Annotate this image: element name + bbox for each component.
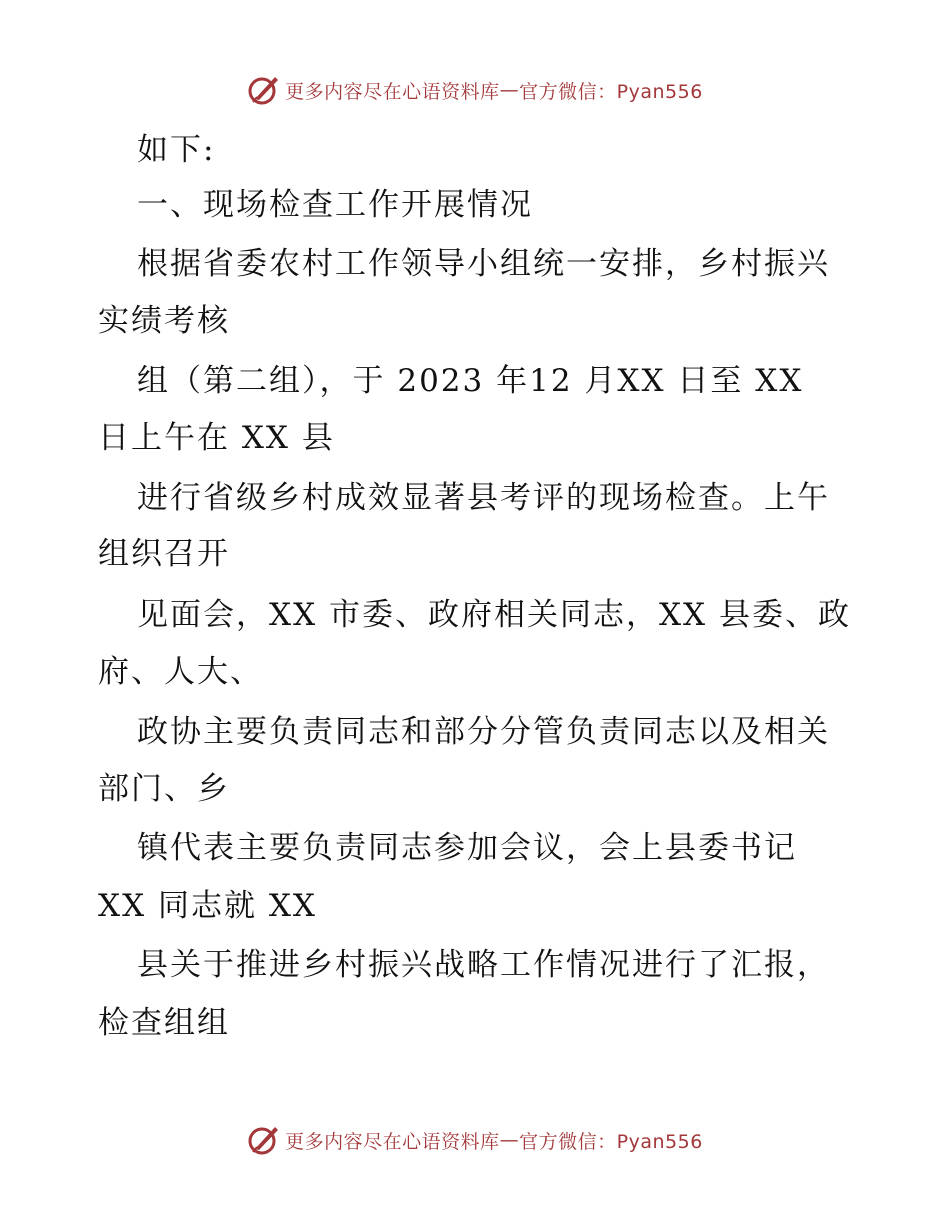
header-dash: — [499,79,520,101]
text-line: 部门、乡 [98,771,230,807]
text-line: 根据省委农村工作领导小组统一安排，乡村振兴 [137,246,830,282]
text-line: 县关于推进乡村振兴战略工作情况进行了汇报， [137,947,830,983]
text-line: 检查组组 [98,1005,230,1041]
header-site-text: 更多内容尽在心语资料库 [285,80,500,103]
text-line: 组（第二组），于 2023 年12 月XX 日至 XX [137,363,804,399]
text-line: 见面会，XX 市委、政府相关同志，XX 县委、政 [137,597,851,633]
text-line: 日上午在 XX 县 [98,420,335,456]
text-line: 府、人大、 [98,654,263,690]
text-line: 镇代表主要负责同志参加会议，会上县委书记 [137,830,797,866]
header-wechat-text: 官方微信：Pyan556 [519,80,703,103]
footer-dash: — [499,1129,520,1151]
footer-banner [0,1120,950,1160]
header-banner [0,70,950,110]
text-line: 政协主要负责同志和部分分管负责同志以及相关 [137,714,830,750]
text-line: 进行省级乡村成效显著县考评的现场检查。上午 [137,480,830,516]
text-line: 组织召开 [98,536,230,572]
footer-site-text: 更多内容尽在心语资料库 [285,1130,500,1153]
feather-pen-icon [247,73,281,107]
section-heading: 一、现场检查工作开展情况 [137,187,533,223]
text-line: XX 同志就 XX [98,888,317,924]
text-line: 如下: [137,132,216,168]
feather-pen-icon [247,1123,281,1157]
footer-wechat-text: 官方微信：Pyan556 [519,1130,703,1153]
text-line: 实绩考核 [98,303,230,339]
